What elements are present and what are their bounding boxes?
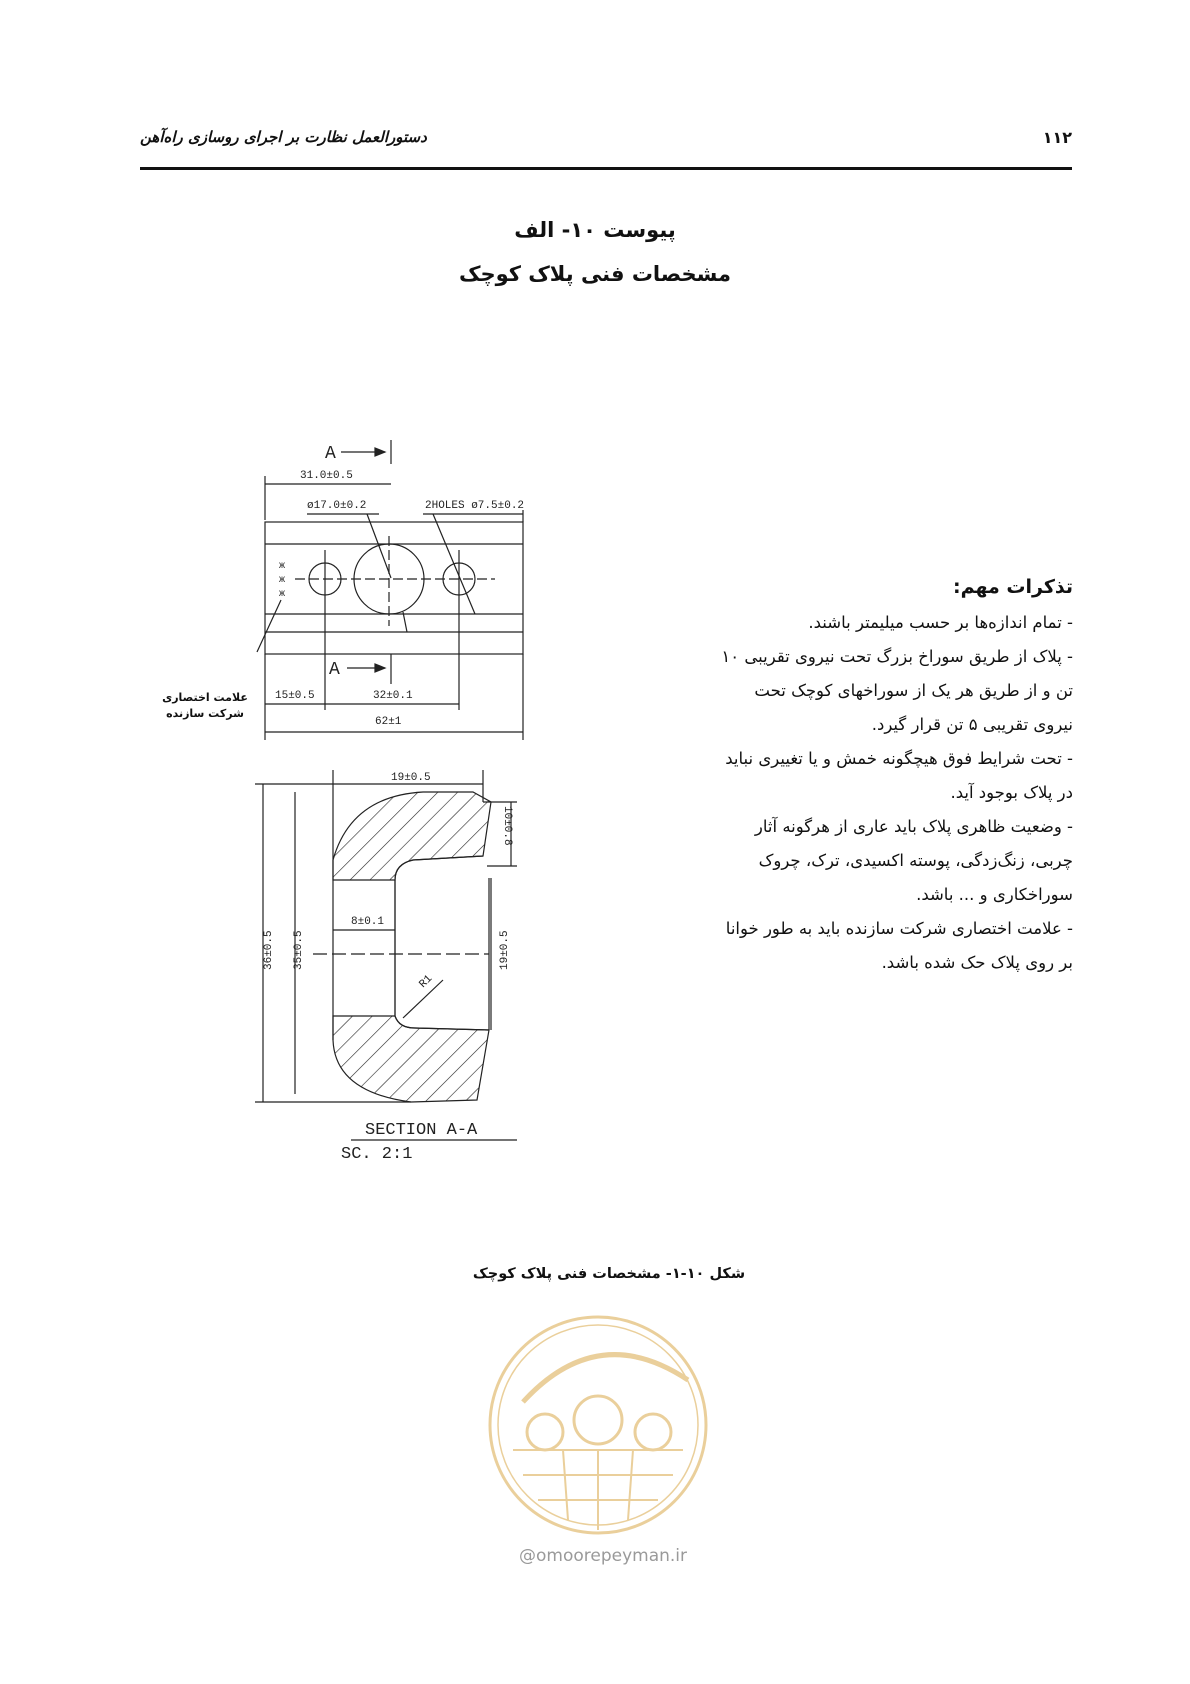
dim-19-side: 19±0.5 [499, 930, 511, 970]
dim-62: 62±1 [375, 716, 402, 728]
note-item: - تمام اندازه‌ها بر حسب میلیمتر باشند. [808, 613, 1073, 632]
dim-32: 32±0.1 [373, 690, 413, 702]
appendix-title: پیوست ۱۰- الف [514, 218, 676, 242]
dim-35: 35±0.5 [293, 930, 305, 970]
book-title: دستورالعمل نظارت بر اجرای روسازی راه‌آهن [140, 128, 427, 146]
figure-caption: شکل ۱۰-۱- مشخصات فنی پلاک کوچک [472, 1266, 746, 1282]
dim-36: 36±0.5 [263, 930, 275, 970]
scale-label: SC. 2:1 [341, 1145, 413, 1164]
section-marker-top: A [325, 444, 336, 464]
dim-hole-big: ø17.0±0.2 [307, 500, 367, 512]
appendix-subtitle: مشخصات فنی پلاک کوچک [458, 262, 732, 286]
svg-text:ж: ж [279, 589, 286, 600]
watermark-logo [483, 1310, 713, 1544]
dim-31: 31.0±0.5 [300, 470, 353, 482]
dim-r1: R1 [417, 973, 436, 991]
dim-holes-small: 2HOLES ø7.5±0.2 [425, 500, 525, 512]
dim-8: 8±0.1 [351, 916, 385, 928]
important-notes [715, 570, 1073, 980]
dim-19-top: 19±0.5 [391, 772, 431, 784]
mark-label [150, 690, 260, 722]
note-item: - تحت شرایط فوق هیچگونه خمش و یا تغییری نباید در پلاک بوجود آید. [725, 749, 1073, 802]
dim-10: 10±0.8 [501, 806, 513, 846]
watermark-url: @omoorepeyman.ir [518, 1546, 688, 1566]
section-title: SECTION A-A [365, 1121, 478, 1140]
section-marker-bottom: A [329, 660, 340, 680]
page-number: ۱۱۲ [1042, 128, 1072, 147]
mark-label-line1: علامت اختصاری [162, 691, 248, 704]
mark-label-line2: شرکت سازنده [166, 707, 244, 720]
header-rule [140, 167, 1072, 170]
note-item: - پلاک از طریق سوراخ بزرگ تحت نیروی تقریبی ۱۰ تن و از طریق هر یک از سوراخهای کوچک تحت نیروی تقریبی ۵ تن قرار گیرد. [721, 647, 1073, 734]
svg-text:ж: ж [279, 561, 286, 572]
note-item: - وضعیت ظاهری پلاک باید عاری از هرگونه آثار چربی، زنگ‌زدگی، پوسته اکسیدی، ترک، چروک سوراخکاری و ... باشد. [754, 817, 1073, 904]
dim-15: 15±0.5 [275, 690, 315, 702]
svg-text:ж: ж [279, 575, 286, 586]
note-item: - علامت اختصاری شرکت سازنده باید به طور خوانا بر روی پلاک حک شده باشد. [725, 919, 1073, 972]
notes-heading: تذکرات مهم: [952, 576, 1073, 598]
technical-drawing [255, 440, 595, 1244]
